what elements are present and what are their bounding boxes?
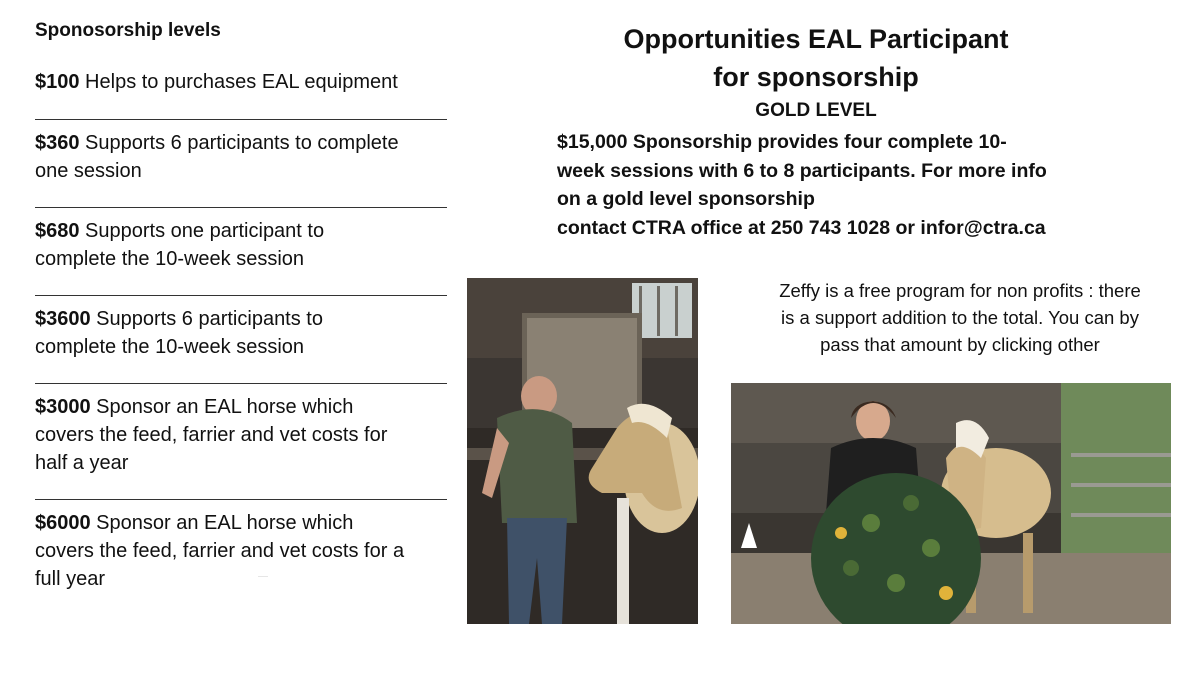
level-item-3000 (35, 393, 447, 477)
zeffy-note (745, 277, 1175, 358)
level-text: one session (35, 160, 142, 182)
level-text: complete the 10-week session (35, 336, 305, 358)
zeffy-note-line: Zeffy is a free program for non profits : there (779, 280, 1141, 301)
photo-man-with-horse (467, 278, 698, 624)
sponsorship-levels-column (35, 20, 447, 593)
level-item-3600 (35, 305, 447, 361)
gold-level-description (557, 128, 1097, 242)
tiny-watermark-mark: ····· (258, 574, 268, 580)
level-item-100 (35, 68, 447, 96)
level-item-6000 (35, 509, 447, 593)
gold-level-label: GOLD LEVEL (755, 100, 877, 121)
level-item-360 (35, 129, 447, 185)
level-text: Sponsor an EAL horse which (90, 396, 354, 418)
gold-desc-line: week sessions with 6 to 8 participants. For more info (557, 159, 1047, 182)
level-amount: $100 (35, 71, 80, 93)
level-amount: $6000 (35, 512, 91, 534)
levels-heading: Sponosorship levels (35, 20, 221, 41)
photo-woman-horse-ball (731, 383, 1171, 624)
level-item-680 (35, 217, 447, 273)
title-line: Opportunities EAL Participant (623, 24, 1009, 54)
level-text: Supports 6 participants to complete (79, 132, 399, 154)
level-text: Supports one participant to (79, 220, 325, 242)
level-amount: $360 (35, 132, 80, 154)
zeffy-note-line: pass that amount by clicking other (820, 334, 1100, 355)
level-text: half a year (35, 452, 129, 474)
level-text: Supports 6 participants to (90, 308, 323, 330)
level-amount: $3600 (35, 308, 91, 330)
gold-desc-line: on a gold level sponsorship (557, 188, 815, 210)
title-line: for sponsorship (713, 62, 919, 92)
level-amount: $3000 (35, 396, 91, 418)
gold-desc-line: contact CTRA office at 250 743 1028 or infor@ctra.ca (557, 216, 1046, 239)
level-text: covers the feed, farrier and vet costs for (35, 424, 388, 446)
level-text: complete the 10-week session (35, 248, 305, 270)
level-text: Helps to purchases EAL equipment (79, 71, 398, 93)
level-text: Sponsor an EAL horse which (90, 512, 354, 534)
level-text: covers the feed, farrier and vet costs for a (35, 540, 405, 562)
page-title (560, 20, 1072, 96)
level-text: full year (35, 568, 106, 590)
gold-desc-line: $15,000 Sponsorship provides four complete 10- (557, 131, 1007, 153)
zeffy-note-line: is a support addition to the total. You can by (781, 307, 1139, 328)
level-amount: $680 (35, 220, 80, 242)
